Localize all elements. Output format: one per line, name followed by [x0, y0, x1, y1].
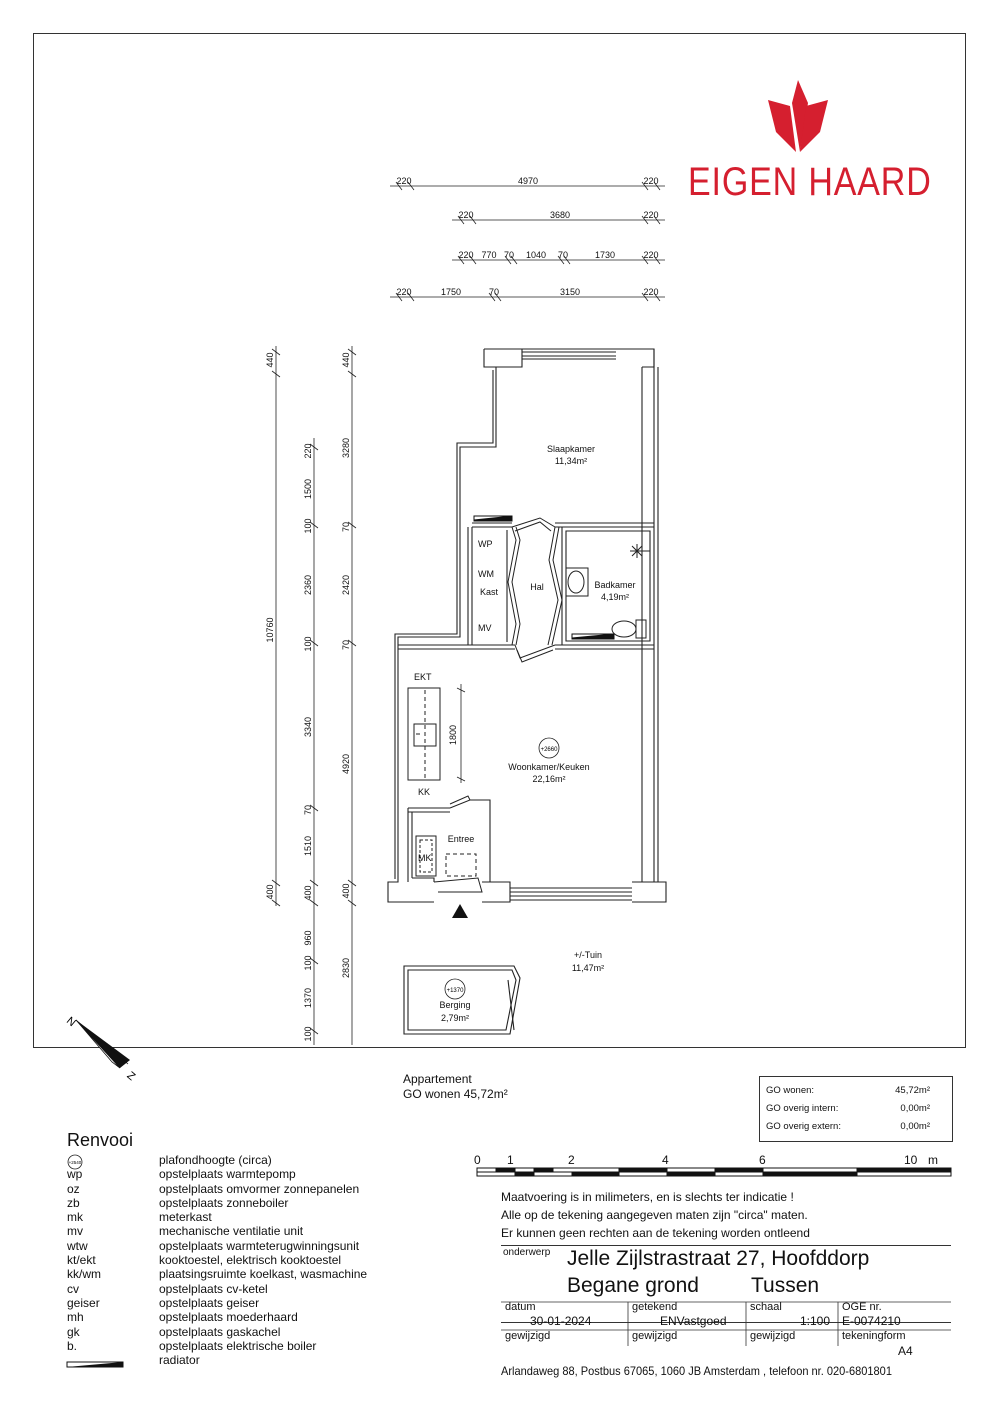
- oge-label: OGE nr.: [842, 1301, 882, 1313]
- legend-item: [67, 1210, 367, 1224]
- walls: [388, 349, 666, 902]
- dim-label: 2830: [341, 957, 351, 979]
- dim-label: 70: [488, 287, 500, 297]
- dim-label: 4970: [517, 176, 539, 186]
- legend-item: [67, 1167, 367, 1181]
- go-label: GO overig intern:: [766, 1103, 839, 1114]
- datum-label: datum: [505, 1301, 536, 1313]
- legend-code: oz: [67, 1181, 80, 1196]
- legend-code: kk/wm: [67, 1267, 101, 1282]
- schaal-value: 1:100: [800, 1314, 831, 1328]
- legend-desc: opstelplaats elektrische boiler: [159, 1338, 317, 1353]
- dim-label: 220: [643, 287, 659, 297]
- legend-item: [67, 1196, 367, 1210]
- legend-code: wp: [67, 1167, 83, 1182]
- getekend-value: ENVastgoed: [660, 1314, 727, 1328]
- legend-desc: opstelplaats omvormer zonnepanelen: [159, 1181, 360, 1196]
- fixture-label: MK: [418, 853, 432, 863]
- dim-label: 70: [503, 250, 515, 260]
- legend-desc: opstelplaats zonneboiler: [159, 1195, 289, 1210]
- legend-item: [67, 1267, 367, 1281]
- scale-label: 10: [904, 1153, 918, 1167]
- project-address: Jelle Zijlstrastraat 27, Hoofddorp: [567, 1247, 870, 1270]
- dim-label: 70: [557, 250, 569, 260]
- dim-label: 770: [481, 250, 497, 260]
- top-dimensions: [390, 176, 665, 301]
- room-area: 4,19m²: [600, 592, 630, 602]
- legend-item: [67, 1310, 367, 1324]
- room-area: 11,34m²: [554, 456, 588, 466]
- fixture-label: EKT: [414, 672, 432, 682]
- height-symbol-text: +2540: [68, 1160, 82, 1165]
- room-name: Berging: [439, 1000, 471, 1010]
- legend-item: [67, 1153, 367, 1167]
- dim-label: 100: [303, 955, 313, 971]
- go-row: [766, 1121, 930, 1132]
- room-area: 2,79m²: [440, 1013, 470, 1023]
- dim-label: 440: [265, 352, 275, 368]
- legend-code: kt/ekt: [67, 1253, 96, 1268]
- toilet-icon: [612, 620, 646, 638]
- legend-list: [67, 1153, 367, 1367]
- dim-label: 10760: [265, 617, 275, 643]
- legend-desc: radiator: [159, 1353, 200, 1368]
- floor-name: Begane grond: [567, 1274, 699, 1297]
- go-value: 45,72m²: [895, 1085, 930, 1096]
- legend-code: mk: [67, 1210, 83, 1225]
- fixture-label: WM: [478, 569, 494, 579]
- dim-label: 3280: [341, 437, 351, 459]
- dim-label: 3340: [303, 716, 313, 738]
- entrance-arrow-icon: [452, 904, 468, 918]
- dim-label: 100: [303, 518, 313, 534]
- dim-label: 220: [643, 176, 659, 186]
- dim-label: 1730: [594, 250, 616, 260]
- dim-label: 400: [303, 885, 313, 901]
- legend-code: [67, 1153, 159, 1167]
- dim-label: 220: [458, 210, 474, 220]
- getekend-label: getekend: [632, 1301, 678, 1313]
- room-area: 22,16m²: [532, 774, 566, 784]
- title-block: [501, 1245, 951, 1323]
- apartment-summary: [403, 1072, 508, 1102]
- legend-item: [67, 1296, 367, 1310]
- gewijzigd-label: gewijzigd: [750, 1330, 796, 1342]
- schaal-label: schaal: [750, 1301, 782, 1313]
- kitchen-counter: [408, 688, 440, 780]
- legend-desc: plaatsingsruimte koelkast, wasmachine: [159, 1267, 368, 1282]
- go-table: [759, 1076, 953, 1142]
- room-area: 11,47m²: [571, 963, 605, 973]
- left-dimensions: [265, 346, 356, 1045]
- legend-desc: opstelplaats gaskachel: [159, 1324, 281, 1339]
- scale-label: 6: [759, 1153, 766, 1167]
- dim-label: 220: [396, 176, 412, 186]
- scale-label: m: [928, 1153, 938, 1167]
- dim-label: 1040: [525, 250, 547, 260]
- legend-code: zb: [67, 1195, 80, 1210]
- dim-label: 1500: [303, 478, 313, 500]
- dim-label: 2360: [303, 574, 313, 596]
- dim-label: 2420: [341, 574, 351, 596]
- legend-desc: opstelplaats warmteterugwinningsunit: [159, 1238, 360, 1253]
- legend-desc: meterkast: [159, 1210, 212, 1225]
- go-label: GO wonen:: [766, 1085, 815, 1096]
- compass-n: N: [63, 1014, 78, 1030]
- tekeningform-label: tekeningform: [842, 1330, 906, 1342]
- counter-dimension: [448, 684, 465, 783]
- dim-label: 1510: [303, 835, 313, 857]
- dim-label: 220: [643, 210, 659, 220]
- compass-icon: [64, 1015, 138, 1083]
- dim-label: 4920: [341, 753, 351, 775]
- disclaimer-line: Alle op de tekening aangegeven maten zijn "circa" maten.: [501, 1208, 808, 1222]
- legend-desc: opstelplaats warmtepomp: [159, 1167, 296, 1182]
- room-name: Entree: [447, 834, 475, 844]
- legend-code: geiser: [67, 1295, 100, 1310]
- datum-value: 30-01-2024: [530, 1314, 592, 1328]
- legend-code: gk: [67, 1324, 80, 1339]
- woonkamer-height: +2660: [540, 747, 558, 753]
- legend-title: Renvooi: [67, 1130, 134, 1150]
- legend-item: [67, 1282, 367, 1296]
- scale-bar: [477, 1168, 951, 1176]
- disclaimer-line: Er kunnen geen rechten aan de tekening worden ontleend: [501, 1226, 810, 1240]
- go-row: [766, 1085, 930, 1096]
- legend-desc: mechanische ventilatie unit: [159, 1224, 304, 1239]
- dim-label: 440: [341, 352, 351, 368]
- dim-label: 1800: [448, 724, 458, 746]
- dim-label: 3150: [559, 287, 581, 297]
- dim-label: 1750: [440, 287, 462, 297]
- legend-code: [67, 1353, 159, 1367]
- legend-item: [67, 1339, 367, 1353]
- footer-address: Arlandaweg 88, Postbus 67065, 1060 JB Amsterdam , telefoon nr. 020-6801801: [501, 1364, 892, 1378]
- legend-code: wtw: [67, 1238, 88, 1253]
- scale-label: 4: [662, 1153, 669, 1167]
- dim-label: 1370: [303, 987, 313, 1009]
- dim-label: 3680: [549, 210, 571, 220]
- room-name: Hal: [530, 582, 544, 592]
- legend-desc: opstelplaats cv-ketel: [159, 1281, 268, 1296]
- go-label: GO overig extern:: [766, 1121, 841, 1132]
- radiator-icon: [474, 516, 614, 639]
- apartment-label: Appartement: [403, 1072, 472, 1086]
- legend-item: [67, 1353, 367, 1367]
- legend-item: [67, 1253, 367, 1267]
- legend-desc: plafondhoogte (circa): [159, 1153, 272, 1167]
- oge-value: E-0074210: [842, 1314, 901, 1328]
- legend-code: b.: [67, 1338, 78, 1353]
- legend-item: [67, 1239, 367, 1253]
- legend-desc: opstelplaats geiser: [159, 1295, 260, 1310]
- dim-label: 220: [643, 250, 659, 260]
- go-row: [766, 1103, 930, 1114]
- room-name: +/-Tuin: [574, 950, 602, 960]
- legend-item: [67, 1182, 367, 1196]
- dim-label: 400: [341, 883, 351, 899]
- fixture-label: Kast: [480, 587, 499, 597]
- go-value: 0,00m²: [900, 1121, 930, 1132]
- dim-label: 220: [396, 287, 412, 297]
- dim-label: 960: [303, 930, 313, 946]
- legend-code: mv: [67, 1224, 83, 1239]
- dim-label: 100: [303, 1026, 313, 1042]
- legend-desc: opstelplaats moederhaard: [159, 1310, 298, 1325]
- fixture-label: MV: [478, 623, 492, 633]
- extractor-icon: [630, 544, 650, 558]
- dim-label: 400: [265, 884, 275, 900]
- dim-label: 220: [458, 250, 474, 260]
- dim-label: 70: [341, 521, 351, 533]
- dim-label: 100: [303, 636, 313, 652]
- scale-label: 0: [474, 1153, 481, 1167]
- legend-desc: kooktoestel, elektrisch kooktoestel: [159, 1253, 342, 1268]
- legend-code: mh: [67, 1310, 84, 1325]
- onderwerp-label: onderwerp: [503, 1247, 551, 1258]
- gewijzigd-label: gewijzigd: [505, 1330, 551, 1342]
- dim-label: 70: [341, 639, 351, 651]
- scale-label: 1: [507, 1153, 514, 1167]
- eigen-haard-logo-icon: [768, 80, 828, 152]
- fixture-label: KK: [418, 787, 431, 797]
- brand-wordmark: EIGEN HAARD: [688, 160, 932, 204]
- legend-item: [67, 1325, 367, 1339]
- legend-code: cv: [67, 1281, 79, 1296]
- fixture-label: WP: [478, 539, 493, 549]
- disclaimer-line: Maatvoering is in milimeters, en is slechts ter indicatie !: [501, 1190, 794, 1204]
- legend-item: [67, 1224, 367, 1238]
- scale-label: 2: [568, 1153, 575, 1167]
- go-value: 0,00m²: [900, 1103, 930, 1114]
- berging-height: +1370: [446, 988, 464, 994]
- room-name: Badkamer: [594, 580, 636, 590]
- dim-label: 220: [303, 443, 313, 459]
- room-name: Slaapkamer: [546, 444, 596, 454]
- dwelling-type: Tussen: [751, 1274, 820, 1297]
- washbasin-icon: [566, 568, 588, 596]
- apartment-area: GO wonen 45,72m²: [403, 1087, 508, 1101]
- compass-z: Z: [124, 1069, 138, 1084]
- room-name: Woonkamer/Keuken: [508, 762, 590, 772]
- tekeningform-value: A4: [898, 1344, 913, 1358]
- gewijzigd-label: gewijzigd: [632, 1330, 678, 1342]
- dim-label: 70: [303, 804, 313, 816]
